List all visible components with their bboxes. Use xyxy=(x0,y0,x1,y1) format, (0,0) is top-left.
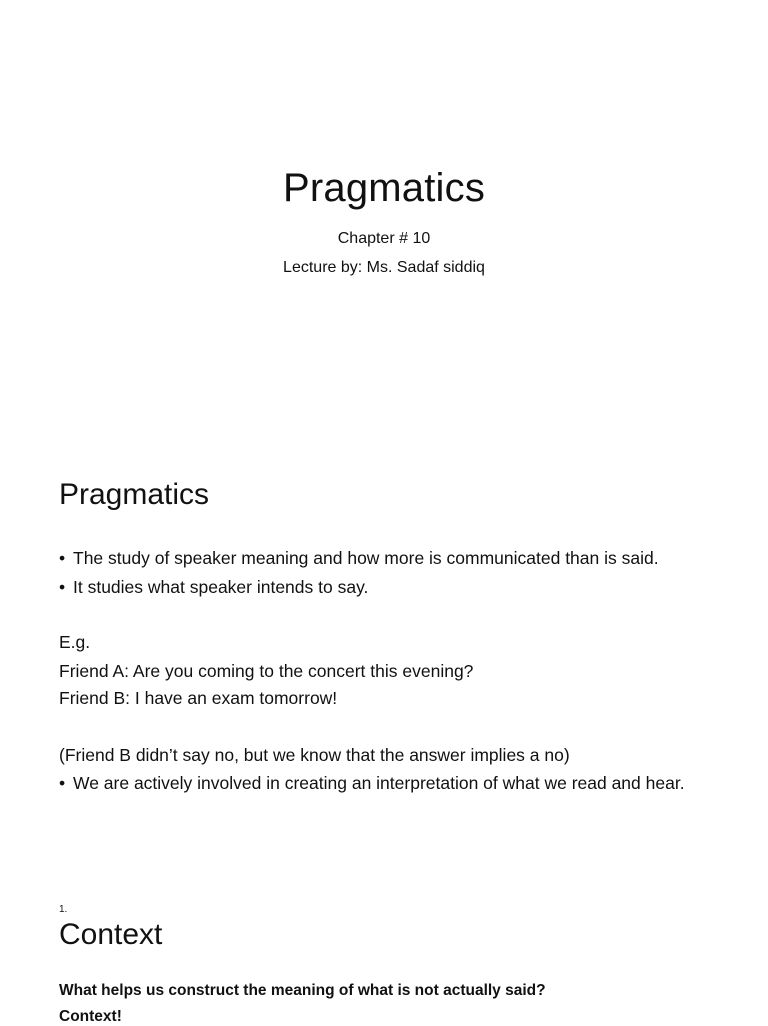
explanation-note: (Friend B didn’t say no, but we know that the answer implies a no) xyxy=(59,745,570,765)
question-text: What helps us construct the meaning of what is not actually said? xyxy=(59,982,546,999)
slide-title: Pragmatics xyxy=(282,166,486,210)
slide-heading: Context xyxy=(59,918,163,951)
example-label: E.g. xyxy=(59,632,91,652)
friend-b-line: Friend B: I have an exam tomorrow! xyxy=(59,688,338,708)
bullet-item: • The study of speaker meaning and how more is communicated than is said. xyxy=(59,548,719,568)
chapter-label: Chapter # 10 xyxy=(337,230,431,247)
friend-a-line: Friend A: Are you coming to the concert this evening? xyxy=(59,661,474,681)
bullet-list xyxy=(59,548,719,606)
bullet-list-2 xyxy=(59,774,719,793)
title-slide xyxy=(0,0,768,430)
pragmatics-slide xyxy=(0,430,768,860)
lecturer-label: Lecture by: Ms. Sadaf siddiq xyxy=(283,259,485,276)
answer-text: Context! xyxy=(59,1008,122,1025)
context-slide xyxy=(0,860,768,1024)
bullet-item: • It studies what speaker intends to say. xyxy=(59,577,719,597)
section-number: 1. xyxy=(59,904,68,915)
slide-heading: Pragmatics xyxy=(59,478,210,511)
bullet-item: • We are actively involved in creating an interpretation of what we read and hear. xyxy=(59,774,719,793)
